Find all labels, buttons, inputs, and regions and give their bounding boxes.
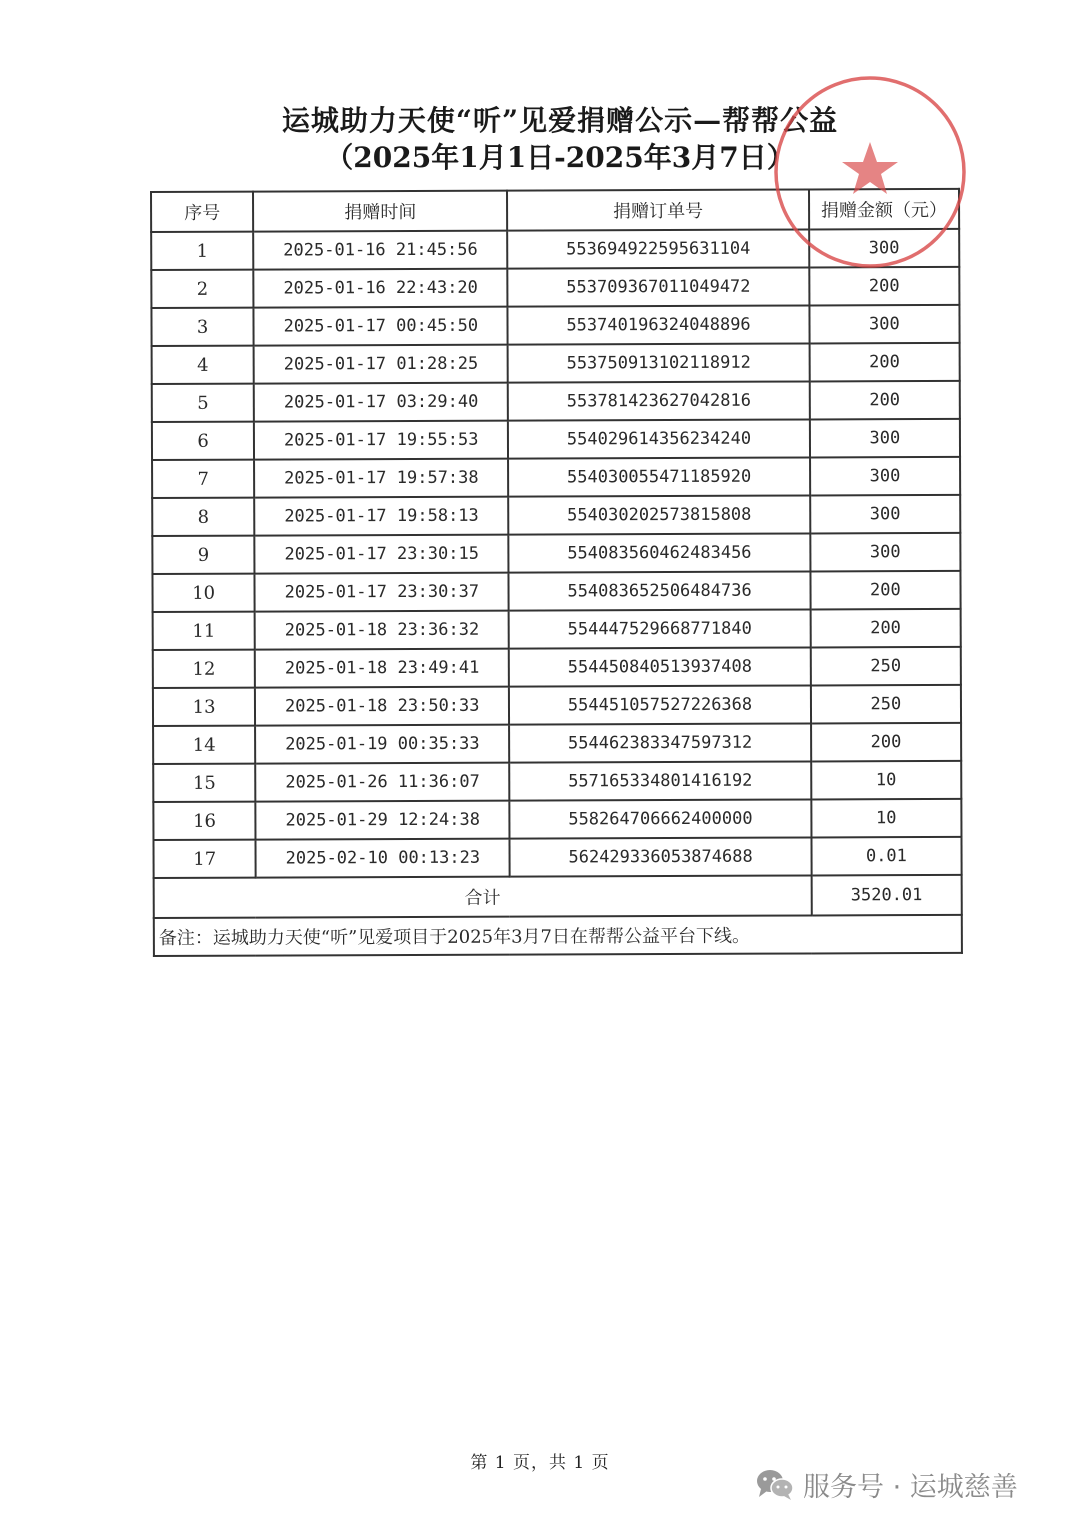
cell-order-number: 554450840513937408	[509, 647, 811, 686]
cell-amount: 200	[810, 609, 960, 648]
cell-time: 2025-01-29 12:24:38	[256, 801, 510, 840]
cell-serial: 5	[152, 384, 254, 422]
cell-time: 2025-01-17 19:58:13	[254, 497, 508, 536]
cell-amount: 200	[809, 381, 959, 420]
table-total-row	[154, 875, 962, 918]
cell-order-number: 553694922595631104	[507, 229, 809, 268]
table-row	[151, 305, 959, 346]
cell-serial: 3	[151, 308, 253, 346]
table-row	[152, 533, 960, 574]
cell-order-number: 554030055471185920	[508, 457, 810, 496]
total-label: 合计	[154, 875, 812, 918]
cell-amount: 300	[810, 457, 960, 496]
table-header-row	[151, 189, 959, 232]
cell-serial: 11	[153, 612, 255, 650]
cell-order-number: 562429336053874688	[510, 837, 812, 876]
cell-time: 2025-01-26 11:36:07	[255, 763, 509, 802]
cell-amount: 10	[811, 761, 961, 800]
cell-time: 2025-01-17 19:55:53	[254, 421, 508, 460]
table-row	[151, 229, 959, 270]
cell-serial: 9	[152, 536, 254, 574]
document-title: 运城助力天使“听”见爱捐赠公示—帮帮公益	[281, 104, 839, 137]
cell-amount: 300	[810, 495, 960, 534]
cell-serial: 14	[153, 726, 255, 764]
note-text: 备注：运城助力天使“听”见爱项目于2025年3月7日在帮帮公益平台下线。	[154, 915, 962, 956]
table-row	[152, 343, 960, 384]
cell-serial: 15	[153, 764, 255, 802]
cell-amount: 300	[809, 305, 959, 344]
cell-amount: 200	[810, 571, 960, 610]
table-row	[153, 723, 961, 764]
total-value: 3520.01	[811, 875, 961, 916]
table-note-row	[154, 915, 962, 956]
cell-order-number: 554029614356234240	[508, 419, 810, 458]
cell-serial: 2	[151, 270, 253, 308]
cell-serial: 13	[153, 688, 255, 726]
donation-table	[150, 188, 963, 957]
cell-time: 2025-01-17 00:45:50	[254, 307, 508, 346]
watermark-text: 服务号 · 运城慈善	[803, 1471, 1018, 1503]
cell-serial: 6	[152, 422, 254, 460]
cell-serial: 10	[152, 574, 254, 612]
header-order-number: 捐赠订单号	[507, 189, 809, 230]
header-time: 捐赠时间	[253, 191, 507, 232]
cell-amount: 200	[811, 723, 961, 762]
document-date-range: （2025年1月1日-2025年3月7日）	[325, 141, 795, 174]
cell-serial: 12	[153, 650, 255, 688]
cell-serial: 7	[152, 460, 254, 498]
cell-time: 2025-01-17 19:57:38	[254, 459, 508, 498]
cell-order-number: 557165334801416192	[510, 761, 812, 800]
cell-order-number: 553781423627042816	[508, 381, 810, 420]
table-row	[151, 267, 959, 308]
cell-amount: 200	[809, 267, 959, 306]
cell-serial: 16	[153, 802, 255, 840]
page-footer: 第 1 页，共 1 页	[470, 1453, 610, 1473]
cell-amount: 300	[810, 533, 960, 572]
table-row	[153, 799, 961, 840]
cell-order-number: 554030202573815808	[509, 495, 811, 534]
cell-time: 2025-01-19 00:35:33	[255, 725, 509, 764]
table-row	[152, 457, 960, 498]
cell-time: 2025-01-17 03:29:40	[254, 383, 508, 422]
table-row	[153, 609, 961, 650]
cell-serial: 17	[153, 840, 255, 878]
table-row	[152, 381, 960, 422]
watermark	[755, 1464, 1018, 1504]
table-row	[152, 571, 960, 612]
header-serial: 序号	[151, 192, 253, 232]
cell-order-number: 554083652506484736	[509, 571, 811, 610]
table-row	[153, 685, 961, 726]
table-row	[153, 761, 961, 802]
cell-order-number: 553740196324048896	[508, 305, 810, 344]
cell-order-number: 558264706662400000	[510, 799, 812, 838]
table-row	[152, 495, 960, 536]
cell-time: 2025-01-16 22:43:20	[254, 269, 508, 308]
cell-order-number: 554451057527226368	[509, 685, 811, 724]
cell-time: 2025-01-17 23:30:15	[255, 535, 509, 574]
cell-amount: 300	[810, 419, 960, 458]
wechat-icon	[755, 1467, 795, 1501]
cell-time: 2025-02-10 00:13:23	[256, 839, 510, 878]
cell-time: 2025-01-16 21:45:56	[253, 231, 507, 270]
table-row	[153, 647, 961, 688]
cell-order-number: 554462383347597312	[509, 723, 811, 762]
cell-order-number: 554083560462483456	[509, 533, 811, 572]
cell-order-number: 553709367011049472	[508, 267, 810, 306]
cell-order-number: 553750913102118912	[508, 343, 810, 382]
cell-time: 2025-01-18 23:36:32	[255, 611, 509, 650]
cell-time: 2025-01-17 23:30:37	[255, 573, 509, 612]
cell-order-number: 554447529668771840	[509, 609, 811, 648]
cell-amount: 200	[809, 343, 959, 382]
table-row	[152, 419, 960, 460]
cell-amount: 10	[811, 799, 961, 838]
cell-serial: 4	[152, 346, 254, 384]
cell-serial: 1	[151, 232, 253, 270]
cell-amount: 300	[809, 229, 959, 268]
cell-time: 2025-01-18 23:50:33	[255, 687, 509, 726]
cell-time: 2025-01-18 23:49:41	[255, 649, 509, 688]
table-row	[153, 837, 961, 878]
cell-time: 2025-01-17 01:28:25	[254, 345, 508, 384]
cell-amount: 250	[810, 647, 960, 686]
cell-serial: 8	[152, 498, 254, 536]
cell-amount: 250	[811, 685, 961, 724]
cell-amount: 0.01	[811, 837, 961, 876]
header-amount: 捐赠金额（元）	[809, 189, 959, 230]
